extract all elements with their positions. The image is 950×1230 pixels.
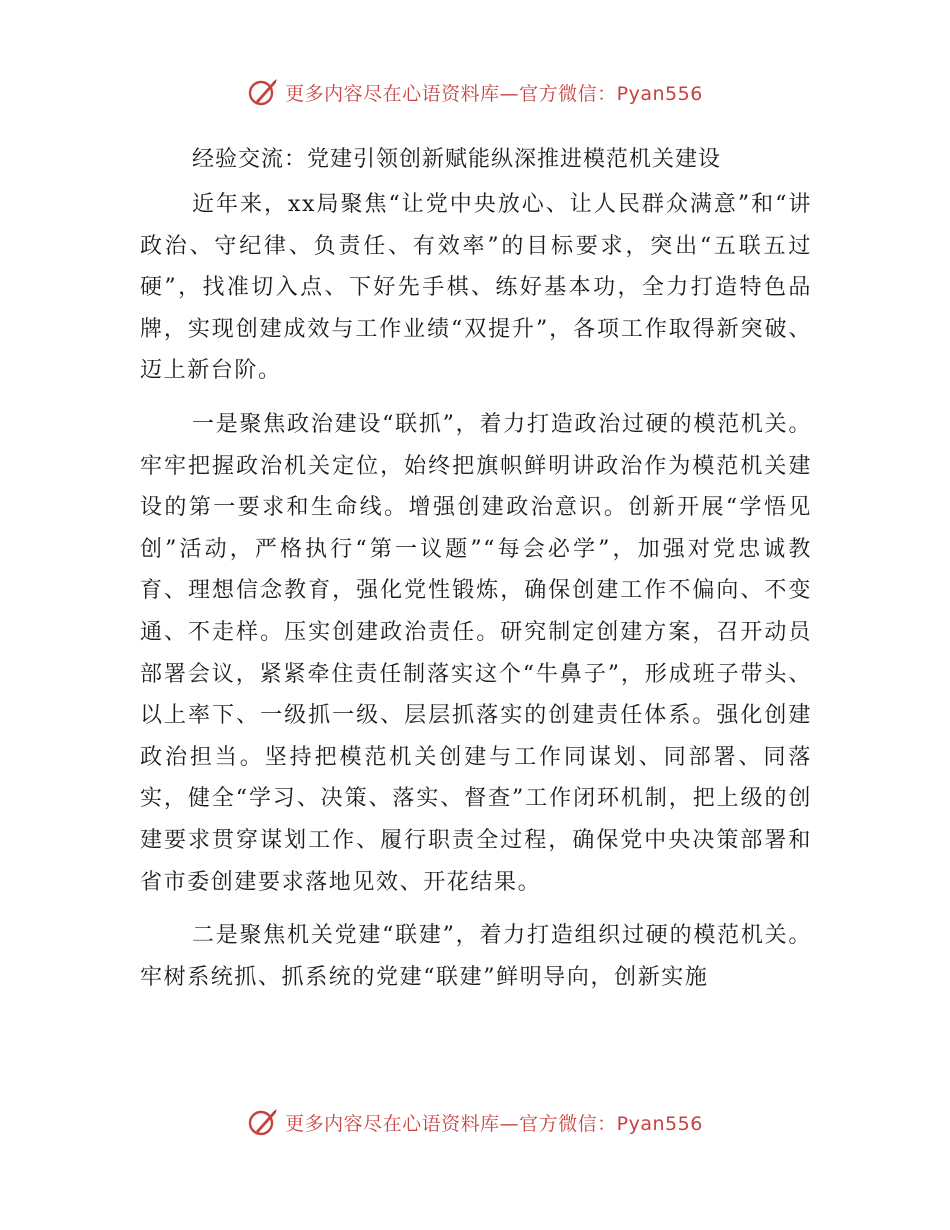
paragraph-party-building: 二是聚焦机关党建“联建”，着力打造组织过硬的模范机关。牢树系统抓、抓系统的党建“联建”鲜明导向，创新实施 — [140, 923, 812, 990]
footer-banner — [0, 1102, 950, 1142]
paragraph-intro: 近年来，xx局聚焦“让党中央放心、让人民群众满意”和“讲政治、守纪律、负责任、有效率”的目标要求，突出“五联五过硬”，找准切入点、下好先手棋、练好基本功，全力打造特色品牌，实现创建成效与工作业绩“双提升”，各项工作取得新突破、迈上新台阶。 — [140, 192, 812, 384]
document-body — [140, 140, 812, 1010]
quill-logo-icon — [247, 1106, 279, 1138]
paragraph-political: 一是聚焦政治建设“联抓”，着力打造政治过硬的模范机关。牢牢把握政治机关定位，始终把旗帜鲜明讲政治作为模范机关建设的第一要求和生命线。增强创建政治意识。创新开展“学悟见创”活动，严格执行“第一议题”“每会必学”，加强对党忠诚教育、理想信念教育，强化党性锻炼，确保创建工作不偏向、不变通、不走样。压实创建政治责任。研究制定创建方案，召开动员部署会议，紧紧牵住责任制落实这个“牛鼻子”，形成班子带头、以上率下、一级抓一级、层层抓落实的创建责任体系。强化创建政治担当。坚持把模范机关创建与工作同谋划、同部署、同落实，健全“学习、决策、落实、督查”工作闭环机制，把上级的创建要求贯穿谋划工作、履行职责全过程，确保党中央决策部署和省市委创建要求落地见效、开花结果。 — [140, 411, 812, 895]
quill-logo-icon — [247, 76, 279, 108]
footer-wechat-id: Pyan556 — [616, 1112, 703, 1135]
footer-banner-text: 更多内容尽在心语资料库—官方微信：Pyan556 — [285, 1112, 703, 1135]
document-title: 经验交流：党建引领创新赋能纵深推进模范机关建设 — [192, 147, 722, 172]
header-wechat-id: Pyan556 — [616, 82, 703, 105]
header-banner-text: 更多内容尽在心语资料库—官方微信：Pyan556 — [285, 82, 703, 105]
header-banner — [0, 72, 950, 112]
